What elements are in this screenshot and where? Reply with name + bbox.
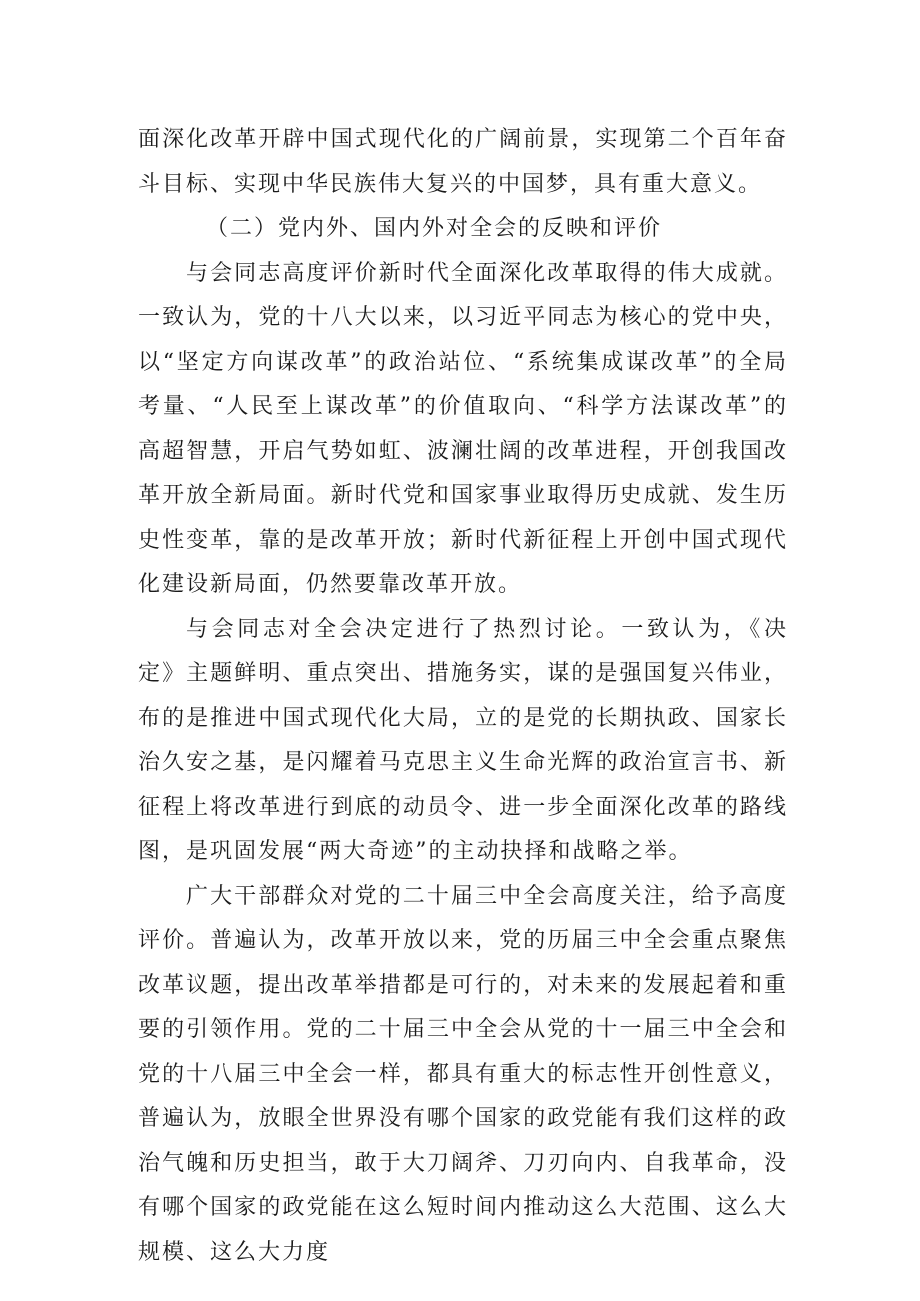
paragraph-decision-discussion: 与会同志对全会决定进行了热烈讨论。一致认为，《决定》主题鲜明、重点突出、措施务实，谋的是强国复兴伟业，布的是推进中国式现代化大局，立的是党的长期执政、国家长治久安之基，是闪耀着马克思主义生命光辉的政治宣言书、新征程上将改革进行到底的动员令、进一步全面深化改革的路线图，是巩固发展“两大奇迹”的主动抉择和战略之举。 — [138, 616, 788, 864]
paragraph-continuation: 面深化改革开辟中国式现代化的广阔前景，实现第二个百年奋斗目标、实现中华民族伟大复兴的中国梦，具有重大意义。 — [138, 127, 788, 197]
document-body — [138, 118, 788, 1275]
paragraph-public-reaction: 广大干部群众对党的二十届三中全会高度关注，给予高度评价。普遍认为，改革开放以来，党的历届三中全会重点聚焦改革议题，提出改革举措都是可行的，对未来的发展起着和重要的引领作用。党的二十届三中全会从党的十一届三中全会和党的十八届三中全会一样，都具有重大的标志性开创性意义，普遍认为，放眼全世界没有哪个国家的政党能有我们这样的政治气魄和历史担当，敢于大刀阔斧、刀刃向内、自我革命，没有哪个国家的政党能在这么短时间内推动这么大范围、这么大规模、这么大力度 — [138, 883, 788, 1265]
paragraph-achievements: 与会同志高度评价新时代全面深化改革取得的伟大成就。一致认为，党的十八大以来，以习近平同志为核心的党中央，以“坚定方向谋改革”的政治站位、“系统集成谋改革”的全局考量、“人民至上谋改革”的价值取向、“科学方法谋改革”的高超智慧，开启气势如虹、波澜壮阔的改革进程，开创我国改革开放全新局面。新时代党和国家事业取得历史成就、发生历史性变革，靠的是改革开放；新时代新征程上开创中国式现代化建设新局面，仍然要靠改革开放。 — [138, 260, 788, 597]
section-heading: （二）党内外、国内外对全会的反映和评价 — [206, 216, 663, 241]
